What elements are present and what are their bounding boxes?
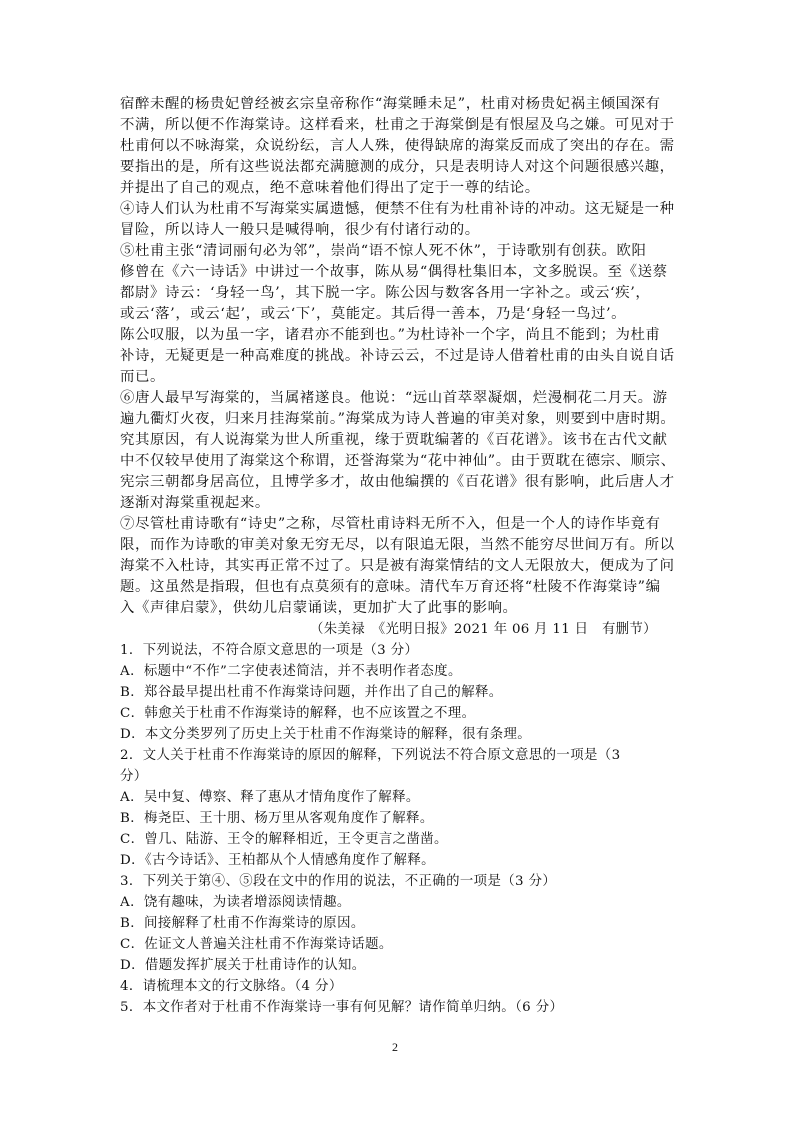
paragraph-5-line: 都尉》诗云：‘身轻一鸟’，其下脱一字。陈公因与数客各用一字补之。或云‘疾’， — [120, 285, 651, 301]
passage-line: 宿醉未醒的杨贵妃曾经被玄宗皇帝称作“海棠睡未足”，杜甫对杨贵妃祸主倾国深有 — [120, 96, 661, 112]
passage-line: 不满，所以便不作海棠诗。这样看来，杜甫之于海棠倒是有恨屋及乌之嫌。可见对于 — [120, 117, 675, 133]
question-3: 3．下列关于第④、⑤段在文中的作用的说法，不正确的一项是（3 分） — [120, 874, 557, 889]
question-3-option: A．饶有趣味，为读者增添阅读情趣。 — [120, 895, 351, 910]
question-2-option: C．曾几、陆游、王令的解释相近，王令更言之凿凿。 — [120, 832, 448, 847]
question-2-option: D．《古今诗话》、王柏都从个人情感角度作了解释。 — [120, 853, 435, 868]
article-passage — [120, 94, 676, 619]
question-2: 2．文人关于杜甫不作海棠诗的原因的解释，下列说法不符合原文意思的一项是（3 — [120, 748, 621, 763]
paragraph-6-line: 逐渐对海棠重视起来。 — [120, 495, 270, 511]
page-content — [120, 94, 676, 1018]
paragraph-7-line: 入《声律启蒙》，供幼儿启蒙诵读，更加扩大了此事的影响。 — [120, 600, 518, 616]
question-1: 1．下列说法，不符合原文意思的一项是（3 分） — [120, 643, 419, 658]
question-section — [120, 640, 676, 1018]
question-2-continued: 分） — [120, 769, 148, 784]
paragraph-6-line: 遍九衢灯火夜，归来月挂海棠前。”海棠成为诗人普遍的审美对象，则要到中唐时期。 — [120, 411, 676, 427]
paragraph-7-line: 限，而作为诗歌的审美对象无穷无尽，以有限追无限，当然不能穷尽世间万有。所以 — [120, 537, 675, 553]
passage-line: 并提出了自己的观点，绝不意味着他们得出了定于一尊的结论。 — [120, 180, 540, 196]
article-source: （朱美禄 《光明日报》2021 年 06 月 11 日 有删节） — [310, 622, 657, 637]
passage-line: 杜甫何以不咏海棠，众说纷纭，言人人殊，使得缺席的海棠反而成了突出的存在。需 — [120, 138, 675, 154]
question-4: 4．请梳理本文的行文脉络。（4 分） — [120, 979, 343, 994]
paragraph-7-line: ⑦尽管杜甫诗歌有“诗史”之称，尽管杜甫诗料无所不入，但是一个人的诗作毕竟有 — [120, 516, 661, 532]
paragraph-5-line: 陈公叹服，以为虽一字，诸君亦不能到也。”为杜诗补一个字，尚且不能到；为杜甫 — [120, 327, 661, 343]
paragraph-5-line: ⑤杜甫主张“清词丽句必为邻”，崇尚“语不惊人死不休”，于诗歌别有创获。欧阳 — [120, 243, 647, 259]
paragraph-6-line: 中不仅较早使用了海棠这个称谓，还誉海棠为“花中神仙”。由于贾耽在德宗、顺宗、 — [120, 453, 676, 469]
paragraph-5-line: 而已。 — [120, 369, 165, 385]
question-3-option: C．佐证文人普遍关注杜甫不作海棠诗话题。 — [120, 937, 393, 952]
question-2-option: A．吴中复、傅察、释了惠从才情角度作了解释。 — [120, 790, 420, 805]
paragraph-7-line: 题。这虽然是指瑕，但也有点莫须有的意味。清代车万育还将“杜陵不作海棠诗”编 — [120, 579, 661, 595]
question-1-option: D．本文分类罗列了历史上关于杜甫不作海棠诗的解释，很有条理。 — [120, 727, 532, 742]
question-3-option: D．借题发挥扩展关于杜甫诗作的认知。 — [120, 958, 366, 973]
paragraph-5-line: 或云‘落’，或云‘起’，或云‘下’，莫能定。其后得一善本，乃是‘身轻一鸟过’。 — [120, 306, 627, 322]
question-1-option: A．标题中“不作”二字使表述简洁，并不表明作者态度。 — [120, 664, 462, 679]
question-2-option: B．梅尧臣、王十朋、杨万里从客观角度作了解释。 — [120, 811, 434, 826]
paragraph-6-line: 究其原因，有人说海棠为世人所重视，缘于贾耽编著的《百花谱》。该书在古代文献 — [120, 432, 668, 448]
paragraph-5-line: 修曾在《六一诗话》中讲过一个故事，陈从易“偶得杜集旧本，文多脱误。至《送蔡 — [120, 264, 668, 280]
paragraph-6-line: ⑥唐人最早写海棠的，当属褚遂良。他说：“远山首萃翠凝烟，烂漫桐花二月天。游 — [120, 390, 668, 406]
question-5: 5．本文作者对于杜甫不作海棠诗一事有何见解？请作简单归纳。（6 分） — [120, 1000, 564, 1015]
paragraph-6-line: 宪宗三朝都身居高位，且博学多才，故由他编撰的《百花谱》很有影响，此后唐人才 — [120, 474, 675, 490]
paragraph-4-line: 冒险，所以诗人一般只是喊得响，很少有付诸行动的。 — [120, 222, 480, 238]
page-number: 2 — [392, 1040, 398, 1054]
paragraph-4-line: ④诗人们认为杜甫不写海棠实属遗憾，便禁不住有为杜甫补诗的冲动。这无疑是一种 — [120, 201, 675, 217]
paragraph-5-line: 补诗，无疑更是一种高难度的挑战。补诗云云，不过是诗人借着杜甫的由头自说自话 — [120, 348, 675, 364]
paragraph-7-line: 海棠不入杜诗，其实再正常不过了。只是被有海棠情结的文人无限放大，便成为了问 — [120, 558, 675, 574]
question-3-option: B．间接解释了杜甫不作海棠诗的原因。 — [120, 916, 365, 931]
question-1-option: B．郑谷最早提出杜甫不作海棠诗问题，并作出了自己的解释。 — [120, 685, 503, 700]
passage-line: 要指出的是，所有这些说法都充满臆测的成分，只是表明诗人对这个问题很感兴趣， — [120, 159, 675, 175]
question-1-option: C．韩愈关于杜甫不作海棠诗的解释，也不应该置之不理。 — [120, 706, 476, 721]
